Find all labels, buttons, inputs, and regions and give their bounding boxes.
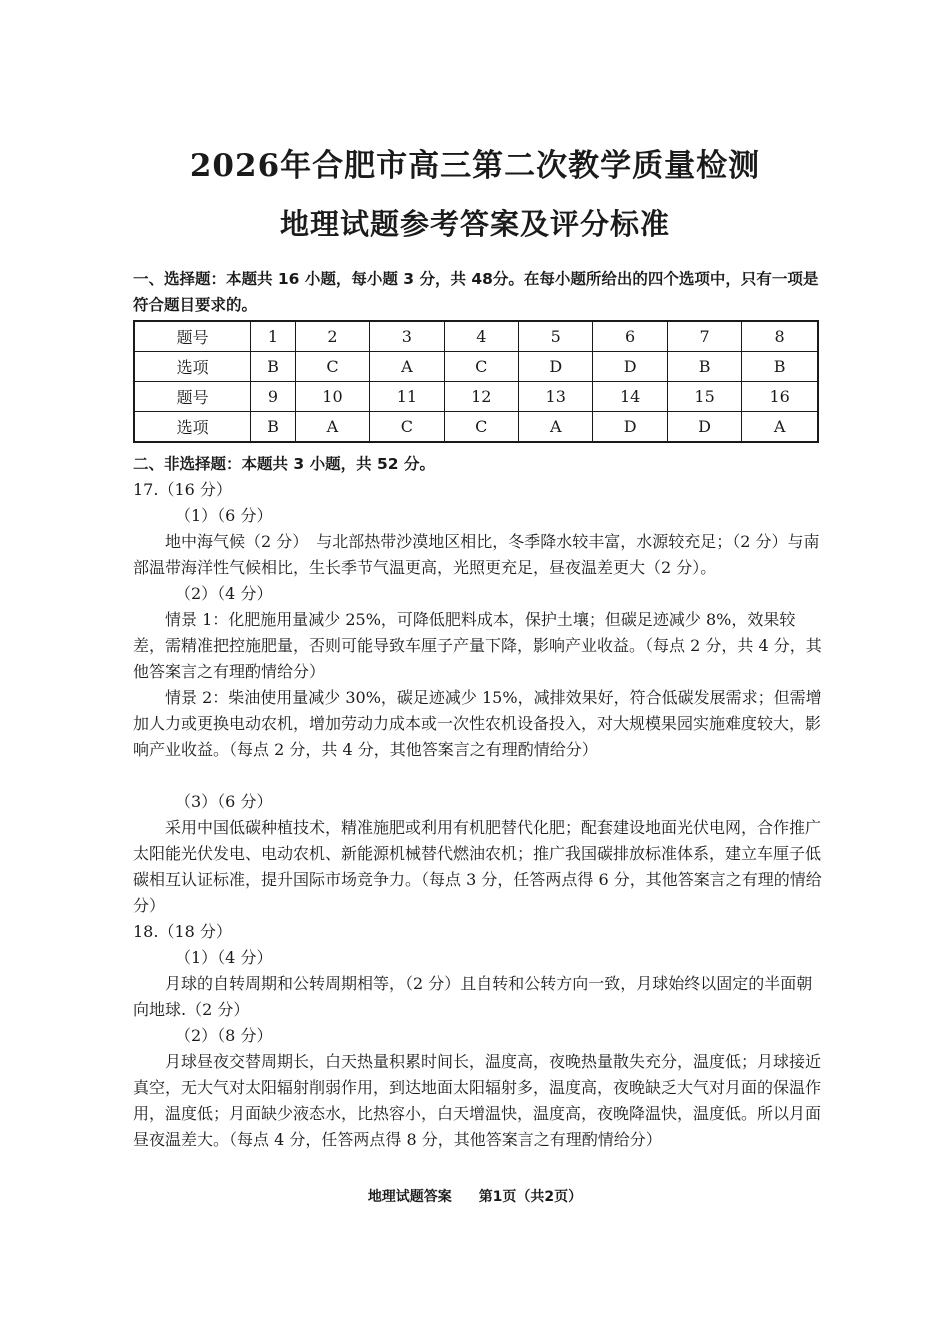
question-number: 1 xyxy=(251,321,295,352)
question-number: 14 xyxy=(593,382,667,412)
question-number: 13 xyxy=(519,382,593,412)
q18-heading: 18.（18 分） xyxy=(133,922,232,941)
answer-option: A xyxy=(370,352,444,382)
answer-option: B xyxy=(251,352,295,382)
page-footer xyxy=(0,1186,950,1206)
footer-page-number: 第1页（共2页） xyxy=(478,1189,583,1205)
question-number: 12 xyxy=(444,382,518,412)
question-number: 6 xyxy=(593,321,667,352)
question-number: 15 xyxy=(667,382,741,412)
answer-option: C xyxy=(444,412,518,443)
footer-doc-name: 地理试题答案 xyxy=(367,1189,452,1205)
q17-part3-label: （3）（6 分） xyxy=(175,792,273,811)
q17-part1-answer: 地中海气候（2 分） 与北部热带沙漠地区相比，冬季降水较丰富，水源较充足；（2 分）与南部温带海洋性气候相比，生长季节气温更高，光照更充足，昼夜温差更大（2 分）。 xyxy=(133,532,820,577)
answer-option: C xyxy=(370,412,444,443)
q17-heading: 17.（16 分） xyxy=(133,480,232,499)
question-number: 7 xyxy=(667,321,741,352)
answer-option: B xyxy=(251,412,295,443)
question-number: 10 xyxy=(295,382,369,412)
question-number: 9 xyxy=(251,382,295,412)
q17-part1-label: （1）（6 分） xyxy=(175,506,273,525)
answer-option: D xyxy=(593,352,667,382)
table-row xyxy=(134,412,818,443)
answer-option: A xyxy=(519,412,593,443)
answer-option: A xyxy=(295,412,369,443)
question-number: 2 xyxy=(295,321,369,352)
q17-part2-label: （2）（4 分） xyxy=(175,584,273,603)
table-row xyxy=(134,321,818,352)
answer-option: D xyxy=(519,352,593,382)
page-subtitle: 地理试题参考答案及评分标准 xyxy=(279,207,670,241)
q17-part2-scenario1: 情景 1：化肥施用量减少 25%，可降低肥料成本，保护土壤；但碳足迹减少 8%，效果较差，需精准把控施肥量，否则可能导致车厘子产量下降，影响产业收益。（每点 2 分，共 4 分，其他答案言之有理酌情给分） xyxy=(133,610,822,681)
answer-option: C xyxy=(295,352,369,382)
question-number: 4 xyxy=(444,321,518,352)
section-2-intro: 二、非选择题：本题共 3 小题，共 52 分。 xyxy=(133,455,435,473)
q18-part2-label: （2）（8 分） xyxy=(175,1026,273,1045)
page-title: 2026年合肥市高三第二次教学质量检测 xyxy=(189,148,761,184)
q17-part3-answer: 采用中国低碳种植技术，精准施肥或利用有机肥替代化肥；配套建设地面光伏电网，合作推广太阳能光伏发电、电动农机、新能源机械替代燃油农机；推广我国碳排放标准体系，建立车厘子低碳相互认证标准，提升国际市场竞争力。（每点 3 分，任答两点得 6 分，其他答案言之有理的情给分） xyxy=(133,818,822,915)
q18-part1-label: （1）（4 分） xyxy=(175,948,273,967)
q18-part1-answer: 月球的自转周期和公转周期相等，（2 分）且自转和公转方向一致，月球始终以固定的半面朝向地球.（2 分） xyxy=(133,974,813,1019)
question-number: 16 xyxy=(742,382,818,412)
answer-option: D xyxy=(593,412,667,443)
answer-option: B xyxy=(742,352,818,382)
q17-part2-scenario2: 情景 2：柴油使用量减少 30%，碳足迹减少 15%，减排效果好，符合低碳发展需求；但需增加人力或更换电动农机，增加劳动力成本或一次性农机设备投入，对大规模果园实施难度较大，影响产业收益。（每点 2 分，共 4 分，其他答案言之有理酌情给分） xyxy=(133,688,822,759)
answer-option: D xyxy=(667,412,741,443)
table-row xyxy=(134,382,818,412)
q18-part2-answer: 月球昼夜交替周期长，白天热量积累时间长，温度高，夜晚热量散失充分，温度低；月球接近真空，无大气对太阳辐射削弱作用，到达地面太阳辐射多，温度高，夜晚缺乏大气对月面的保温作用，温度低；月面缺少液态水，比热容小，白天增温快，温度高，夜晚降温快，温度低。所以月面昼夜温差大。（每点 4 分，任答两点得 8 分，其他答案言之有理酌情给分） xyxy=(133,1052,822,1149)
row-label-option: 选项 xyxy=(134,412,251,443)
row-label-option: 选项 xyxy=(134,352,251,382)
answer-table xyxy=(133,320,819,443)
section-1-intro: 一、选择题：本题共 16 小题，每小题 3 分，共 48分。在每小题所给出的四个选项中，只有一项是符合题目要求的。 xyxy=(133,270,819,314)
question-number: 11 xyxy=(370,382,444,412)
question-number: 3 xyxy=(370,321,444,352)
question-number: 8 xyxy=(742,321,818,352)
row-label-number: 题号 xyxy=(134,382,251,412)
answer-option: A xyxy=(742,412,818,443)
answer-option: B xyxy=(667,352,741,382)
answer-option: C xyxy=(444,352,518,382)
row-label-number: 题号 xyxy=(134,321,251,352)
question-number: 5 xyxy=(519,321,593,352)
table-row xyxy=(134,352,818,382)
